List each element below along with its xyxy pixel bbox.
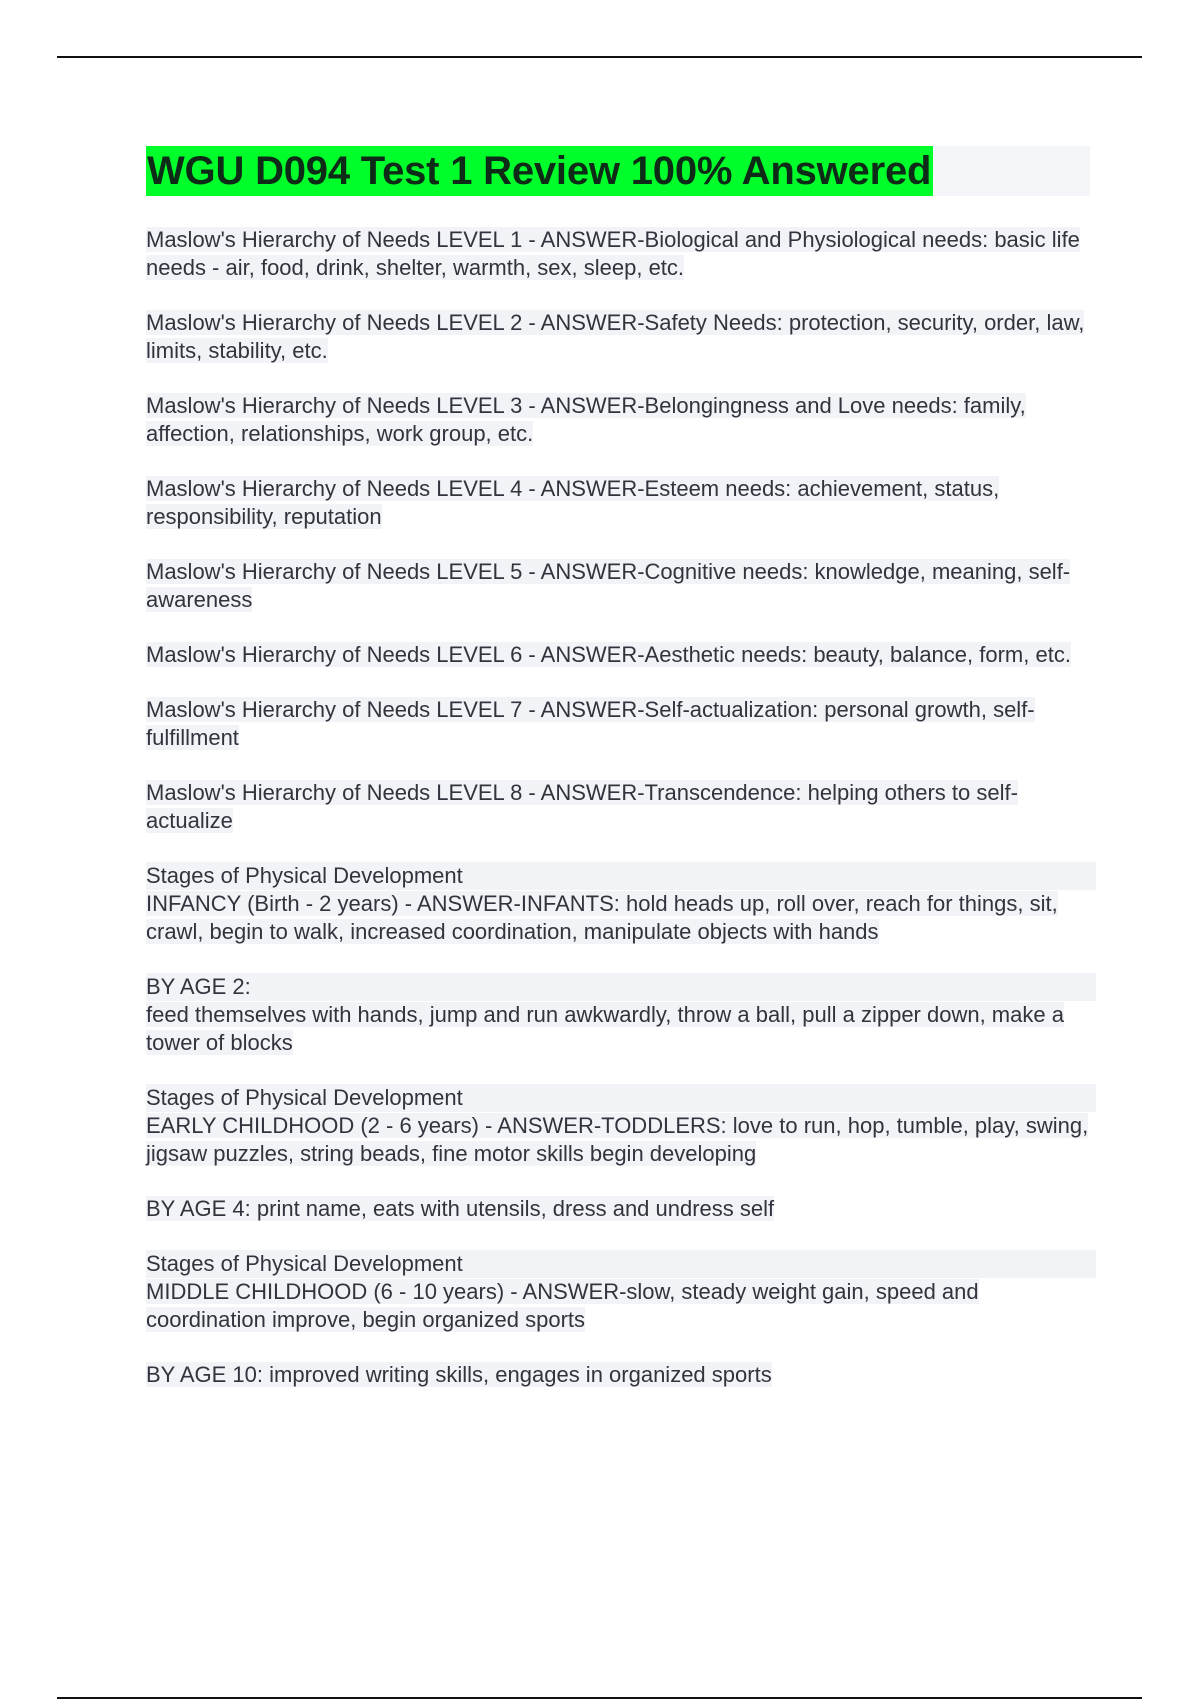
qa-entry	[146, 1084, 1096, 1168]
entry-text: MIDDLE CHILDHOOD (6 - 10 years) - ANSWER-slow, steady weight gain, speed and coordination improve, begin organized sports	[146, 1279, 979, 1332]
entry-text: Maslow's Hierarchy of Needs LEVEL 3 - ANSWER-Belongingness and Love needs: family, affection, relationships, work group, etc.	[146, 393, 1026, 446]
qa-entry	[146, 558, 1096, 614]
page-content	[146, 146, 1090, 1416]
document-title: WGU D094 Test 1 Review 100% Answered	[146, 146, 933, 196]
entry-text: Maslow's Hierarchy of Needs LEVEL 6 - ANSWER-Aesthetic needs: beauty, balance, form, etc.	[146, 642, 1071, 667]
qa-entry	[146, 392, 1096, 448]
entry-text: Maslow's Hierarchy of Needs LEVEL 8 - ANSWER-Transcendence: helping others to self-actualize	[146, 780, 1018, 833]
qa-entry	[146, 1250, 1096, 1334]
entry-subheading: BY AGE 2:	[146, 973, 1096, 1001]
qa-entry	[146, 862, 1096, 946]
title-banner	[146, 146, 1090, 196]
entry-text: feed themselves with hands, jump and run awkwardly, throw a ball, pull a zipper down, make a tower of blocks	[146, 1002, 1064, 1055]
entry-text: Maslow's Hierarchy of Needs LEVEL 7 - ANSWER-Self-actualization: personal growth, self-fulfillment	[146, 697, 1035, 750]
entry-text: BY AGE 10: improved writing skills, engages in organized sports	[146, 1362, 772, 1387]
entry-text: Maslow's Hierarchy of Needs LEVEL 4 - ANSWER-Esteem needs: achievement, status, responsibility, reputation	[146, 476, 1000, 529]
section-heading: Stages of Physical Development	[146, 1250, 1096, 1278]
entry-text: Maslow's Hierarchy of Needs LEVEL 1 - ANSWER-Biological and Physiological needs: basic life needs - air, food, drink, shelter, warmth, sex, sleep, etc.	[146, 227, 1080, 280]
entry-text: EARLY CHILDHOOD (2 - 6 years) - ANSWER-TODDLERS: love to run, hop, tumble, play, swing, jigsaw puzzles, string beads, fine motor skills begin developing	[146, 1113, 1089, 1166]
footer-rule	[57, 1697, 1142, 1699]
entry-text: BY AGE 4: print name, eats with utensils, dress and undress self	[146, 1196, 775, 1221]
header-rule	[57, 56, 1142, 58]
entry-text: Maslow's Hierarchy of Needs LEVEL 2 - ANSWER-Safety Needs: protection, security, order, law, limits, stability, etc.	[146, 310, 1085, 363]
qa-entry	[146, 779, 1096, 835]
qa-entry	[146, 696, 1096, 752]
entry-text: INFANCY (Birth - 2 years) - ANSWER-INFANTS: hold heads up, roll over, reach for things, sit, crawl, begin to walk, increased coordination, manipulate objects with hands	[146, 891, 1058, 944]
section-heading: Stages of Physical Development	[146, 1084, 1096, 1112]
entry-text: Maslow's Hierarchy of Needs LEVEL 5 - ANSWER-Cognitive needs: knowledge, meaning, self-awareness	[146, 559, 1071, 612]
qa-entry	[146, 973, 1096, 1057]
qa-entry	[146, 1361, 1096, 1389]
qa-entry	[146, 226, 1096, 282]
qa-entry	[146, 475, 1096, 531]
qa-entry	[146, 1195, 1096, 1223]
qa-entry	[146, 641, 1096, 669]
qa-entry	[146, 309, 1096, 365]
section-heading: Stages of Physical Development	[146, 862, 1096, 890]
